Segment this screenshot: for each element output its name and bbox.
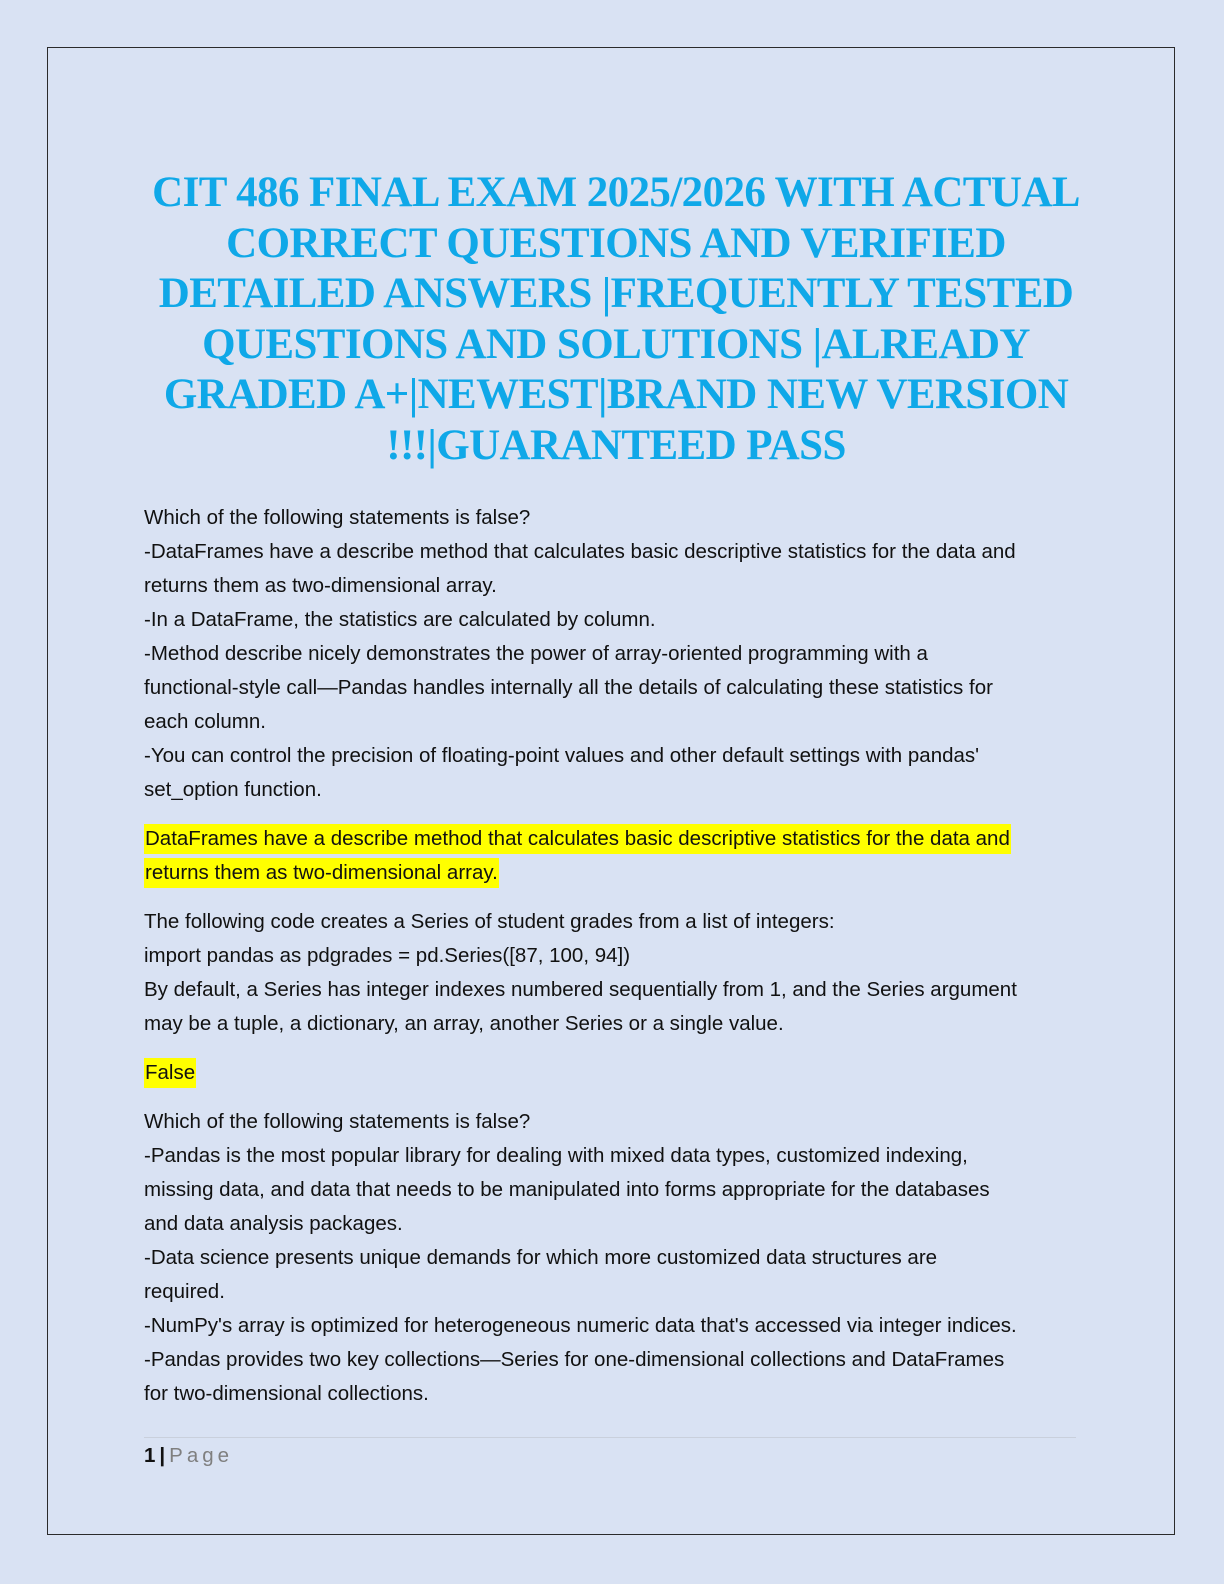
question-line: -Pandas provides two key collections—Series for one-dimensional collections and DataFrames [144,1348,1005,1371]
highlighted-answer: returns them as two-dimensional array. [144,858,499,888]
footer-separator: | [159,1444,166,1467]
question-block-3 [144,1105,1084,1411]
question-line: -DataFrames have a describe method that calculates basic descriptive statistics for the data and [144,540,1016,563]
question-line: required. [144,1280,225,1303]
page-footer [144,1437,1076,1471]
page-label: Page [169,1444,234,1467]
question-line: -Pandas is the most popular library for dealing with mixed data types, customized indexing, [144,1144,968,1167]
page-number: 1 [144,1444,156,1467]
question-line: -Method describe nicely demonstrates the power of array-oriented programming with a [144,642,928,665]
question-line: -Data science presents unique demands for which more customized data structures are [144,1246,938,1269]
highlighted-answer: False [144,1058,196,1088]
question-line: By default, a Series has integer indexes numbered sequentially from 1, and the Series argument [144,978,1017,1001]
question-line: and data analysis packages. [144,1212,403,1235]
answer-block-1 [144,822,1084,890]
question-block-2 [144,905,1084,1041]
question-line: set_option function. [144,778,322,801]
question-line: -In a DataFrame, the statistics are calculated by column. [144,608,656,631]
question-line: Which of the following statements is false? [144,506,531,529]
document-title: CIT 486 FINAL EXAM 2025/2026 WITH ACTUAL CORRECT QUESTIONS AND VERIFIED DETAILED ANSWERS |FREQUENTLY TESTED QUESTIONS AND SOLUTIONS |ALREADY GRADED A+|NEWEST|BRAND NEW VERSION !!!|GUARANTEED PASS [152,169,1080,469]
question-line: functional-style call—Pandas handles internally all the details of calculating these statistics for [144,676,993,699]
question-line: Which of the following statements is false? [144,1110,531,1133]
question-line: for two-dimensional collections. [144,1382,429,1405]
question-block-1 [144,501,1084,807]
question-line: The following code creates a Series of student grades from a list of integers: [144,910,835,933]
question-line: returns them as two-dimensional array. [144,574,497,597]
question-line: each column. [144,710,266,733]
question-line: missing data, and data that needs to be manipulated into forms appropriate for the databases [144,1178,990,1201]
question-line: import pandas as pdgrades = pd.Series([87, 100, 94]) [144,944,631,967]
highlighted-answer: DataFrames have a describe method that calculates basic descriptive statistics for the data and [144,824,1011,854]
document-body [144,501,1084,1426]
question-line: -NumPy's array is optimized for heterogeneous numeric data that's accessed via integer indices. [144,1314,1017,1337]
answer-block-2 [144,1056,1084,1090]
question-line: may be a tuple, a dictionary, an array, another Series or a single value. [144,1012,784,1035]
question-line: -You can control the precision of floating-point values and other default settings with pandas' [144,744,980,767]
